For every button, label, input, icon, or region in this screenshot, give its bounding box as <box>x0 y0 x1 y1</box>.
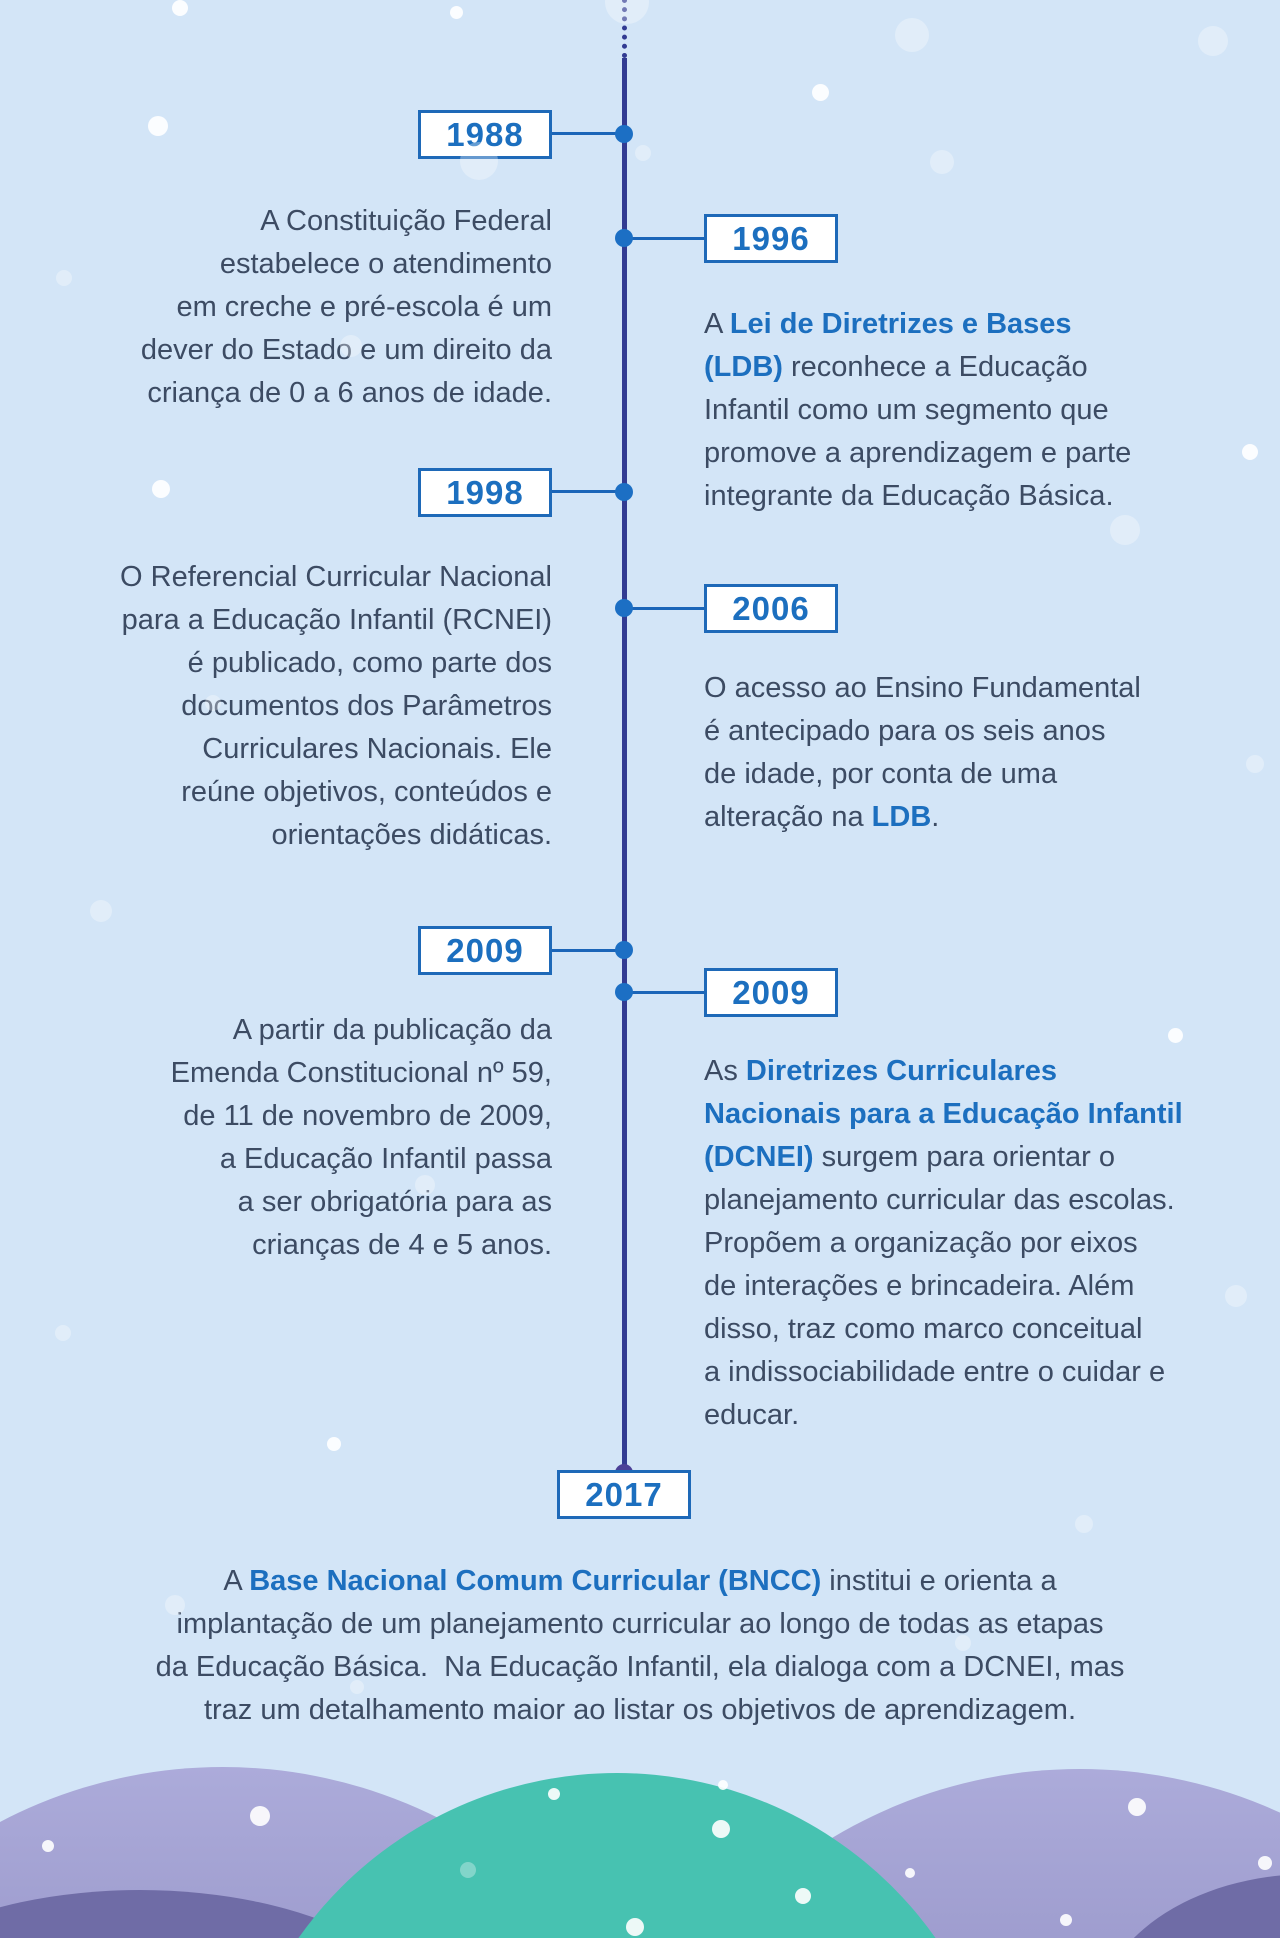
event-text-1996: A Lei de Diretrizes e Bases (LDB) reconhece a Educação Infantil como um segmento que promove a aprendizagem e parte integrante da Educação Básica. <box>704 308 1132 512</box>
year-badge-1996 <box>704 214 838 263</box>
year-label: 1996 <box>732 219 810 257</box>
snowflake <box>460 142 498 180</box>
snowflake <box>548 1788 560 1800</box>
connector-1998 <box>552 490 624 493</box>
snowflake <box>148 116 168 136</box>
snowflake <box>930 150 954 174</box>
timeline-line <box>622 58 627 1474</box>
snowflake <box>1075 1515 1093 1533</box>
snowflake <box>1198 26 1228 56</box>
snowflake <box>172 0 188 16</box>
snowflake <box>42 1840 54 1852</box>
year-badge-2017 <box>557 1470 691 1519</box>
snowflake <box>955 1635 971 1651</box>
event-text-1988: A Constituição Federal estabelece o atendimento em creche e pré-escola é um dever do Estado e um direito da criança de 0 a 6 anos de idade. <box>140 205 552 409</box>
timeline-dot-2006 <box>615 599 633 617</box>
snowflake <box>1225 1285 1247 1307</box>
snowflake <box>250 1806 270 1826</box>
snowflake <box>1168 1028 1183 1043</box>
snowflake <box>812 84 829 101</box>
snowflake <box>635 145 651 161</box>
timeline-dot-1996 <box>615 229 633 247</box>
connector-2006 <box>627 607 704 610</box>
year-label: 2017 <box>585 1475 663 1513</box>
snowflake <box>460 1862 476 1878</box>
timeline-dot-2009-left <box>615 941 633 959</box>
snowflake <box>1246 755 1264 773</box>
snowflake <box>626 1918 644 1936</box>
snowflake <box>905 1868 915 1878</box>
year-badge-2009-left <box>418 926 552 975</box>
connector-1988 <box>547 132 624 135</box>
snowflake <box>450 6 463 19</box>
year-label: 2009 <box>732 973 810 1011</box>
connector-2009-left <box>552 949 624 952</box>
snowflake <box>1128 1798 1146 1816</box>
year-label: 2006 <box>732 589 810 627</box>
event-text-2006: O acesso ao Ensino Fundamental é antecipado para os seis anos de idade, por conta de uma alteração na LDB. <box>704 672 1141 833</box>
year-label: 1988 <box>446 115 524 153</box>
year-badge-2009-right <box>704 968 838 1017</box>
snowflake <box>340 335 362 357</box>
snowflake <box>55 1325 71 1341</box>
snowflake <box>895 18 929 52</box>
snowflake <box>1258 1856 1272 1870</box>
connector-2009-right <box>627 991 704 994</box>
snowflake <box>152 480 170 498</box>
event-text-1998: O Referencial Curricular Nacional para a Educação Infantil (RCNEI) é publicado, como parte dos documentos dos Parâmetros Curriculares Nacionais. Ele reúne objetivos, conteúdos e orientações didáticas. <box>120 561 552 851</box>
timeline-dot-2009-right <box>615 983 633 1001</box>
snowflake <box>205 695 221 711</box>
snowflake <box>1060 1914 1072 1926</box>
year-badge-1998 <box>418 468 552 517</box>
snowflake <box>605 0 649 24</box>
snowflake <box>350 1680 364 1694</box>
snowflake <box>1242 444 1258 460</box>
snowflake <box>718 1780 728 1790</box>
event-text-2009-right: As Diretrizes Curriculares Nacionais para a Educação Infantil (DCNEI) surgem para orientar o planejamento curricular das escolas. Propõem a organização por eixos de interações e brincadeira. Além disso, traz como marco conceitual a indissociabilidade entre o cuidar e educar. <box>704 1055 1183 1431</box>
footer-text: A Base Nacional Comum Curricular (BNCC) institui e orienta a implantação de um planejamento curricular ao longo de todas as etapas da Educação Básica. Na Educação Infantil, ela dialoga com a DCNEI, mas traz um detalhamento maior ao listar os objetivos de aprendizagem. <box>155 1565 1125 1726</box>
snowflake <box>1110 515 1140 545</box>
timeline-dot-1998 <box>615 483 633 501</box>
snowflake <box>90 900 112 922</box>
snowflake <box>795 1888 811 1904</box>
snowflake <box>56 270 72 286</box>
snowflake <box>327 1437 341 1451</box>
connector-1996 <box>627 237 704 240</box>
year-label: 2009 <box>446 931 524 969</box>
timeline-dot-1988 <box>615 125 633 143</box>
snowflake <box>712 1820 730 1838</box>
event-text-2009-left: A partir da publicação da Emenda Constitucional nº 59, de 11 de novembro de 2009, a Educação Infantil passa a ser obrigatória para as crianças de 4 e 5 anos. <box>170 1014 552 1261</box>
year-badge-2006 <box>704 584 838 633</box>
year-label: 1998 <box>446 473 524 511</box>
snowflake <box>165 1595 185 1615</box>
snowflake <box>415 1175 435 1195</box>
